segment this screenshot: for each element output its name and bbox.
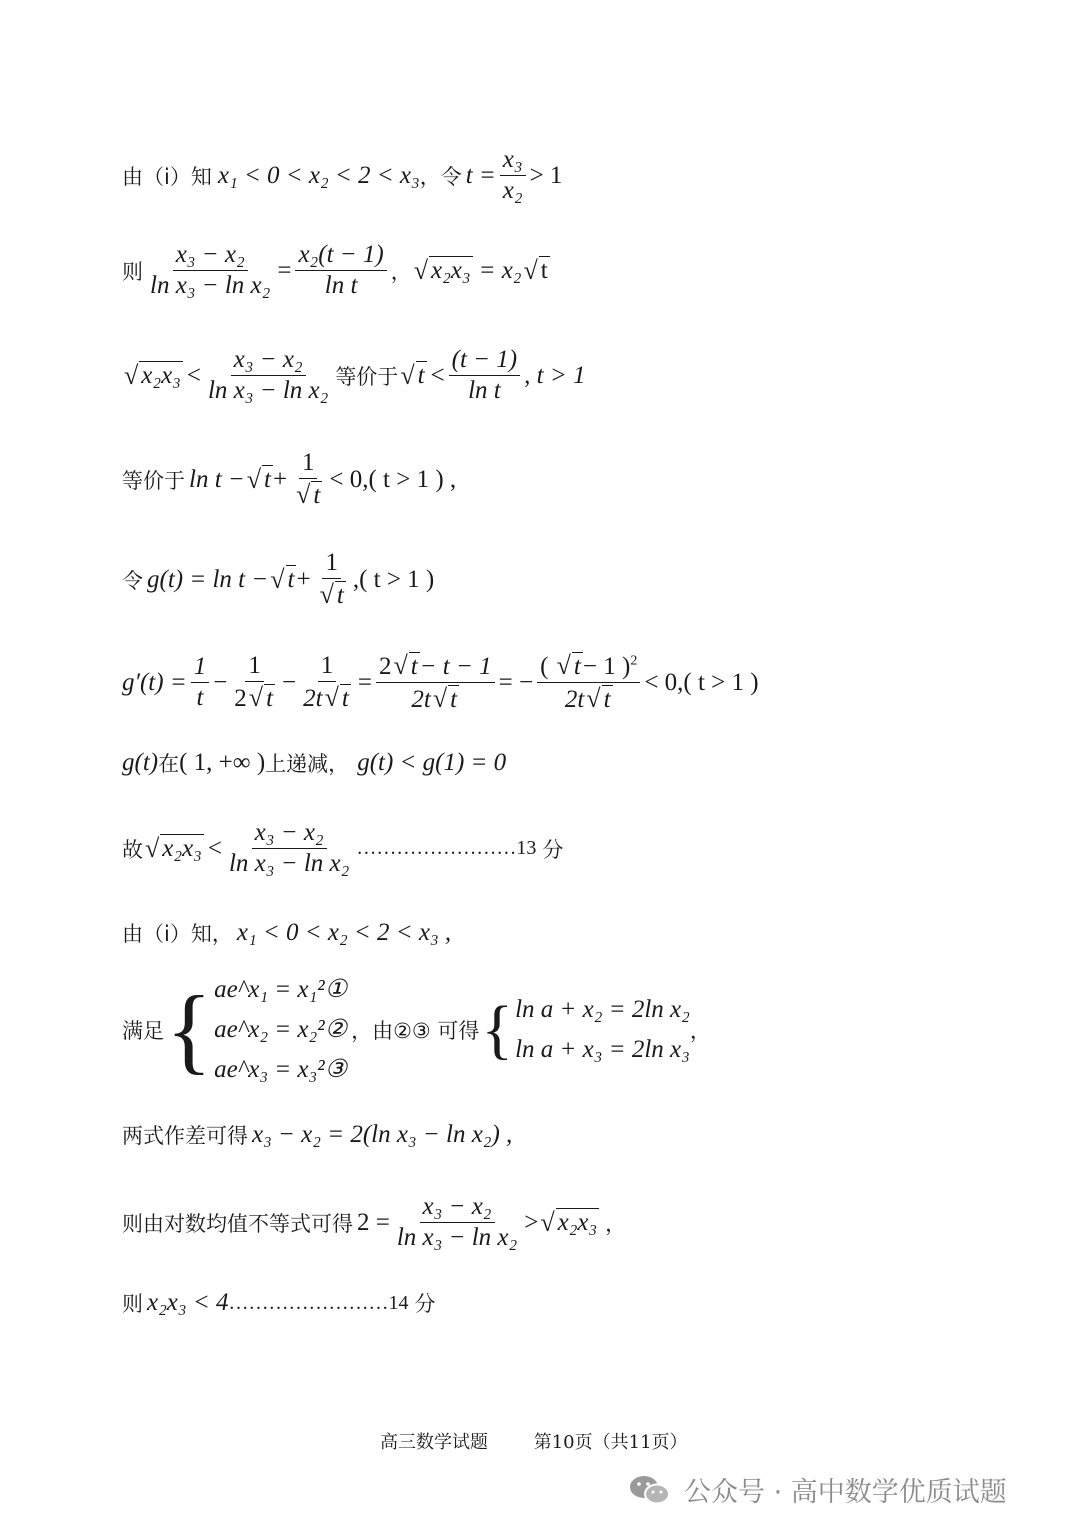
fraction (300, 651, 354, 714)
line-7 (122, 748, 506, 778)
left-brace: { (166, 975, 213, 1083)
score-unit: 分 (542, 837, 564, 862)
expression: g′(t) = (122, 668, 187, 696)
sqrt-symbol: √ (432, 684, 448, 713)
line-4 (122, 448, 456, 511)
denominator (562, 683, 616, 715)
denominator (315, 579, 349, 611)
footer-page-number: 第10页（共11页） (533, 1432, 688, 1453)
score-unit: 分 (414, 1292, 436, 1316)
inequality: x₁ < 0 < x₂ < 2 < x₃ , (236, 919, 452, 946)
score-dots: ……………………14 (228, 1291, 409, 1314)
denominator: ln x₃ − ln x₂ (150, 272, 271, 299)
radicand: x₂x₃ (557, 1209, 598, 1237)
denominator: t (196, 684, 204, 711)
sqrt-symbol: √ (296, 480, 311, 509)
page-footer (380, 1428, 688, 1454)
operator: = (357, 668, 372, 696)
coefficient: 2t (303, 685, 323, 712)
expression: = x₂ (478, 256, 522, 284)
denominator (408, 683, 462, 715)
expression: g(t) (122, 749, 159, 776)
numerator: x₃ − x₂ (420, 1192, 495, 1223)
fraction (205, 345, 331, 406)
text: 则 (122, 1292, 143, 1316)
radicand: t (336, 582, 344, 609)
radicand: t (603, 686, 611, 713)
sqrt-symbol: √ (324, 683, 339, 712)
fraction (376, 650, 495, 715)
text: 则 (122, 259, 143, 284)
text: 令 (122, 568, 143, 593)
numerator: x₂(t − 1) (295, 240, 386, 271)
expression: ln t − (189, 465, 245, 493)
coefficient: 2 (378, 653, 392, 680)
text: 由（i）知 (122, 164, 212, 189)
fraction (147, 240, 273, 301)
equation-1: ae^x₁ = x₁²① (214, 976, 348, 1003)
operator: + (296, 565, 311, 593)
operator: − (282, 668, 297, 696)
fraction (537, 650, 640, 715)
sqrt-symbol: √ (248, 683, 264, 712)
denominator: x₂ (502, 177, 523, 204)
equation-system (515, 990, 690, 1070)
text: ，令 (419, 164, 462, 189)
line-2 (122, 240, 550, 301)
numerator: 1 (318, 651, 337, 682)
numerator: 1 (322, 548, 341, 579)
expression: , t > 1 (524, 361, 586, 389)
line-12 (122, 1192, 626, 1253)
text: ， (689, 1019, 711, 1043)
equation-2: ae^x₂ = x₂²② (214, 1016, 348, 1043)
expression: < 0,( t > 1 ) (644, 668, 759, 696)
radicand: x₂x₃ (431, 257, 471, 285)
text: ， (605, 1211, 627, 1236)
denominator (231, 682, 278, 714)
sqrt-symbol: √ (246, 464, 262, 494)
denominator: ln x₃ − ln x₂ (396, 1224, 518, 1251)
text: 在 (158, 752, 180, 776)
text: 满足 (122, 1019, 164, 1043)
expression: − 1 (582, 653, 616, 680)
expression: x₂x₃ < 4 (147, 1289, 229, 1316)
expression: − t − 1 (419, 653, 492, 680)
numerator: 1 (299, 448, 318, 479)
line-9 (122, 918, 451, 948)
fraction (291, 448, 325, 511)
fraction (231, 651, 278, 714)
expression: t = (465, 161, 496, 189)
exponent: 2 (630, 653, 638, 669)
sqrt-symbol: √ (586, 684, 601, 713)
sqrt-symbol: √ (400, 360, 415, 390)
expression: 2 = (357, 1208, 390, 1236)
sqrt-symbol: √ (145, 833, 160, 863)
sqrt-symbol: √ (556, 651, 571, 680)
operator: < (207, 834, 222, 862)
radicand: t (266, 685, 274, 712)
fraction (449, 345, 520, 406)
line-13 (122, 1288, 435, 1318)
sqrt-symbol: √ (540, 1207, 555, 1237)
denominator: ln t (324, 272, 358, 299)
fraction (226, 818, 352, 879)
radicand: t (410, 653, 418, 680)
numerator: x₃ (500, 145, 526, 176)
line-8 (122, 818, 563, 879)
radicand: t (264, 466, 271, 494)
line-6 (122, 650, 759, 715)
operator: > (524, 1208, 539, 1236)
left-brace: { (481, 992, 514, 1066)
denominator: ln x₃ − ln x₂ (207, 377, 329, 404)
watermark-text: 公众号 · 高中数学优质试题 (684, 1477, 1007, 1508)
fraction (191, 652, 210, 713)
fraction (315, 548, 349, 611)
line-3 (122, 345, 585, 406)
radicand: t (417, 362, 425, 390)
radicand: x₂x₃ (141, 362, 181, 390)
radicand: t (341, 685, 349, 712)
text: 等价于 (335, 364, 399, 389)
coefficient: 2t (564, 686, 585, 713)
text: 则由对数均值不等式可得 (122, 1211, 353, 1236)
denominator: ln x₃ − ln x₂ (228, 850, 350, 877)
sqrt-symbol: √ (393, 651, 408, 680)
score-dots: ……………………13 (356, 837, 537, 859)
radicand: t (573, 653, 581, 680)
numerator: x₃ − x₂ (173, 240, 248, 271)
equation-system (214, 970, 347, 1090)
denominator (291, 479, 325, 511)
expression: g(t) < g(1) = 0 (357, 749, 507, 776)
fraction (295, 240, 386, 301)
equation-2: ln a + x₃ = 2ln x₃ (515, 1036, 690, 1063)
operator: + (273, 465, 288, 493)
denominator (300, 682, 354, 714)
numerator: (t − 1) (449, 345, 520, 376)
operator: < (430, 361, 445, 389)
fraction (394, 1192, 520, 1253)
operator: = (277, 256, 292, 284)
footer-subject: 高三数学试题 (380, 1432, 488, 1453)
interval: ( 1, +∞ ) (179, 749, 266, 776)
radicand: t (287, 566, 295, 594)
radicand: x₂x₃ (162, 835, 202, 863)
line-10 (122, 970, 711, 1090)
sqrt-symbol: √ (270, 564, 285, 594)
numerator (376, 650, 495, 683)
line-5 (122, 548, 434, 611)
text: 两式作差可得 (122, 1124, 248, 1148)
text: 故 (122, 837, 143, 862)
sqrt-symbol: √ (124, 360, 139, 390)
expression: < 0,( t > 1 ) , (329, 465, 457, 493)
numerator: ( √ t− 1 )$^2$ (537, 650, 640, 683)
wechat-icon (628, 1473, 672, 1507)
numerator: x₃ − x₂ (231, 345, 306, 376)
text: ，由②③ 可得 (351, 1019, 480, 1043)
coefficient: 2t (411, 686, 431, 713)
equation-3: ae^x₃ = x₃²③ (214, 1056, 348, 1083)
radicand: t (450, 686, 458, 713)
text: ， (390, 259, 412, 284)
coefficient: 2 (234, 685, 247, 712)
equation-1: ln a + x₂ = 2ln x₂ (515, 996, 690, 1023)
line-11 (122, 1120, 512, 1150)
numerator: 1 (245, 651, 264, 682)
numerator: 1 (191, 652, 210, 683)
expression: x₃ − x₂ = 2(ln x₃ − ln x₂) , (252, 1121, 513, 1148)
operator: − (213, 668, 228, 696)
operator: < (186, 361, 201, 389)
radicand: t (313, 482, 321, 509)
sqrt-symbol: √ (523, 255, 538, 285)
sqrt-symbol: √ (319, 580, 334, 609)
expression: > 1 (529, 161, 563, 189)
text: 上递减， (265, 752, 350, 776)
radicand: t (540, 257, 548, 285)
expression: g(t) = ln t − (147, 565, 269, 593)
inequality: x₁ < 0 < x₂ < 2 < x₃ (217, 161, 420, 189)
denominator: ln t (468, 377, 501, 404)
expression: ,( t > 1 ) (352, 565, 435, 593)
fraction (500, 145, 526, 206)
watermark (628, 1470, 1007, 1509)
text: 等价于 (122, 468, 185, 493)
numerator: x₃ − x₂ (252, 818, 327, 849)
text: 由（i）知， (122, 922, 233, 946)
sqrt-symbol: √ (413, 255, 428, 285)
line-1 (122, 145, 562, 206)
operator: = − (498, 668, 534, 696)
